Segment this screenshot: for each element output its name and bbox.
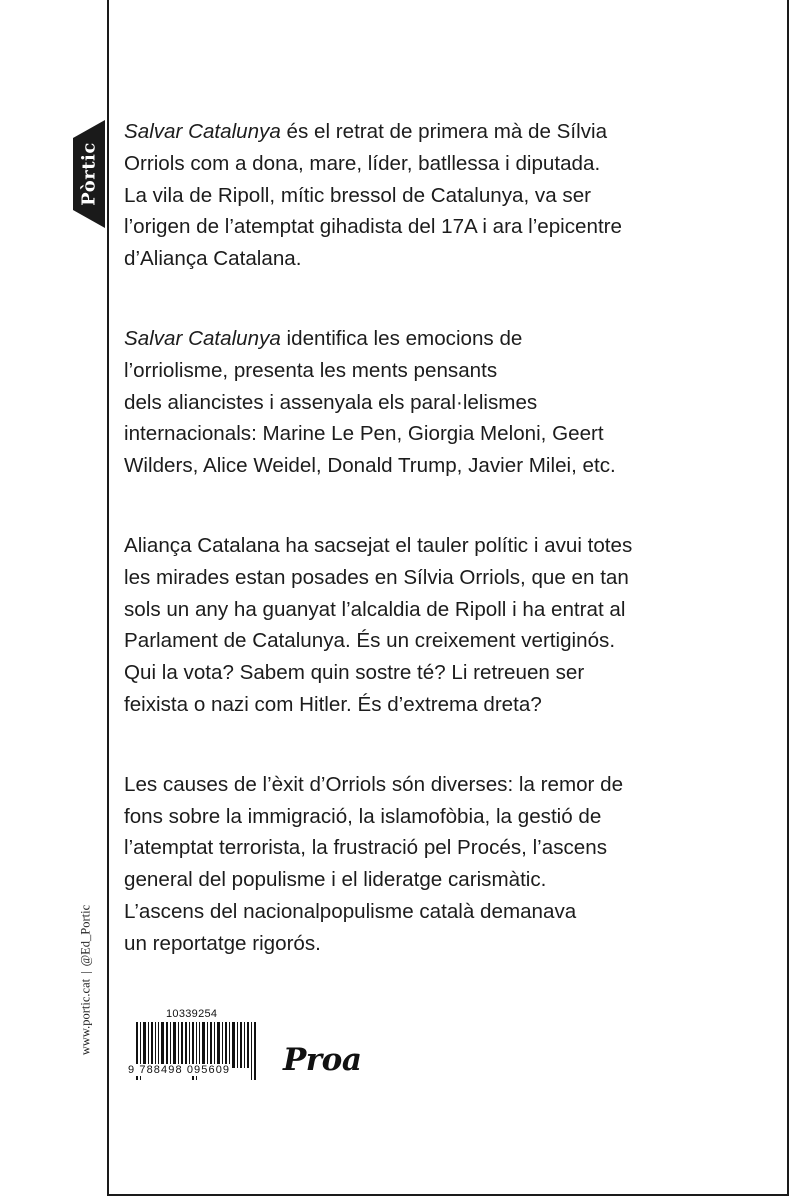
book-title: Salvar Catalunya: [124, 326, 281, 350]
blurb-paragraph-1: [124, 116, 764, 275]
blurb-line: fons sobre la immigració, la islamofòbia, la gestió de: [124, 804, 602, 828]
publisher-website: www.portic.cat: [78, 978, 93, 1056]
blurb-line: general del populisme i el lideratge carismàtic.: [124, 868, 547, 892]
blurb-line: l’orriolisme, presenta les ments pensants: [124, 358, 498, 382]
blurb-line: La vila de Ripoll, mític bressol de Catalunya, va ser: [124, 183, 592, 207]
publisher-contact: [79, 905, 94, 1055]
contact-separator: |: [78, 971, 93, 974]
blurb-line: Salvar Catalunya és el retrat de primera mà de Sílvia: [124, 120, 608, 143]
back-cover-blurb: [124, 116, 764, 1008]
blurb-line: l’atemptat terrorista, la frustració pel Procés, l’ascens: [124, 836, 607, 860]
blurb-line: L’ascens del nacionalpopulisme català demanava: [124, 899, 577, 923]
blurb-line: Salvar Catalunya identifica les emocions de: [124, 326, 523, 350]
publisher-social-handle: @Ed_Portic: [78, 904, 93, 967]
blurb-line: d’Aliança Catalana.: [124, 247, 302, 271]
blurb-line: les mirades estan posades en Sílvia Orriols, que en tan: [124, 565, 629, 589]
blurb-line: feixista o nazi com Hitler. És d’extrema dreta?: [124, 692, 542, 716]
product-code: 10339254: [166, 1008, 218, 1020]
blurb-paragraph-3: [124, 530, 764, 721]
blurb-paragraph-4: [124, 769, 764, 960]
blurb-line: Orriols com a dona, mare, líder, batllessa i diputada.: [124, 151, 601, 175]
blurb-line: dels aliancistes i assenyala els paral·lelismes: [124, 390, 538, 414]
brand-label: Pòrtic: [78, 142, 100, 206]
blurb-line: un reportatge rigorós.: [124, 931, 321, 955]
blurb-line: Wilders, Alice Weidel, Donald Trump, Javier Milei, etc.: [124, 454, 616, 478]
publisher-logo: Proa: [283, 1042, 362, 1078]
blurb-line: internacionals: Marine Le Pen, Giorgia Meloni, Geert: [124, 422, 604, 446]
blurb-line: Les causes de l’èxit d’Orriols són diverses: la remor de: [124, 772, 624, 796]
blurb-line: sols un any ha guanyat l’alcaldia de Ripoll i ha entrat al: [124, 597, 626, 621]
isbn-number: 9 788498 095609: [128, 1064, 231, 1076]
blurb-line: l’origen de l’atemptat gihadista del 17A i ara l’epicentre: [124, 215, 622, 239]
blurb-line: Qui la vota? Sabem quin sostre té? Li retreuen ser: [124, 661, 585, 685]
blurb-line: Aliança Catalana ha sacsejat el tauler polític i avui totes: [124, 533, 633, 557]
blurb-line: Parlament de Catalunya. És un creixement vertiginós.: [124, 629, 616, 653]
book-title: Salvar Catalunya: [124, 120, 281, 143]
blurb-paragraph-2: [124, 323, 764, 482]
